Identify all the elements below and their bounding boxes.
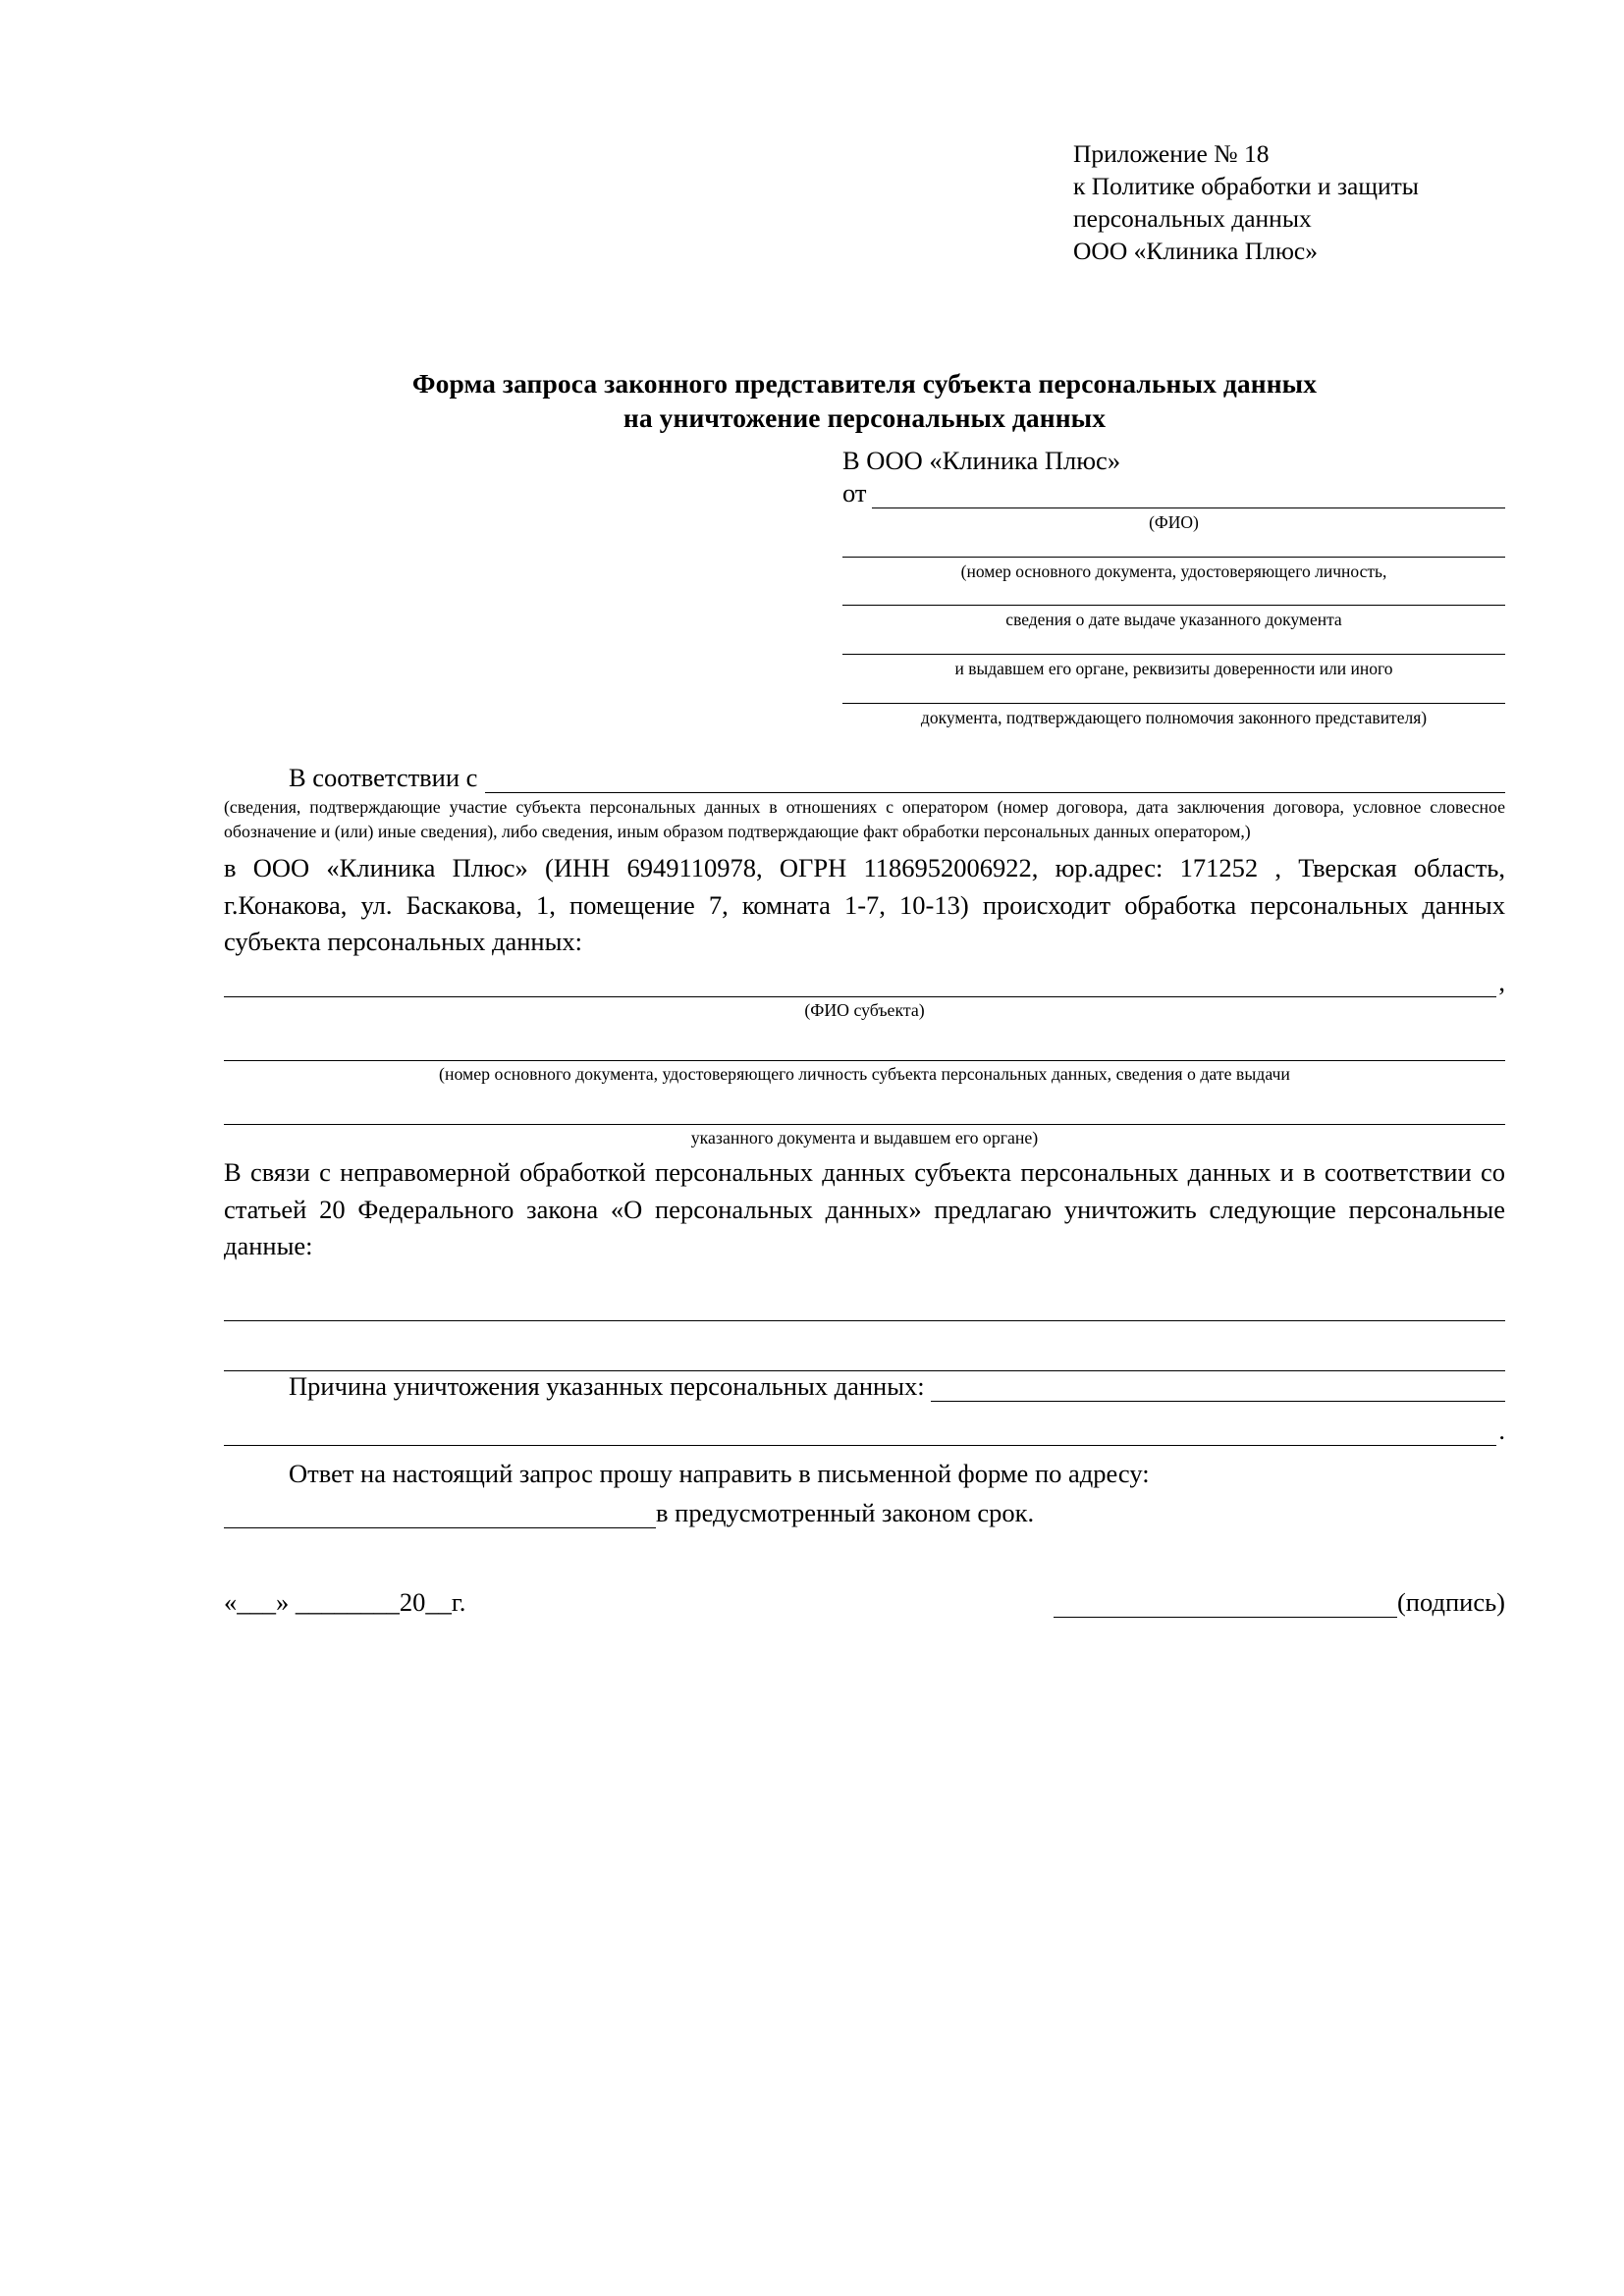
appendix-line-3: персональных данных bbox=[1073, 204, 1312, 234]
appendix-header bbox=[1073, 137, 1505, 268]
subject-fio-comma: , bbox=[1498, 966, 1505, 996]
accordance-caption: (сведения, подтверждающие участие субъекта персональных данных в отношениях с оператором (номер договора, дата заключения договора, условное словесное обозначение и (или) иные сведения), либо сведения, иным образом подтверждающие факт обработки персональных данных оператором,) bbox=[224, 797, 1505, 842]
signature-right bbox=[1054, 1587, 1505, 1618]
data-list-field-2[interactable] bbox=[224, 1341, 1505, 1371]
doc-date-field[interactable] bbox=[842, 605, 1505, 606]
appendix-line-2: к Политике обработки и защиты bbox=[1073, 172, 1419, 201]
subject-fio-field[interactable] bbox=[224, 971, 1496, 997]
subject-fio-row bbox=[224, 967, 1505, 997]
signature-date[interactable]: «___» ________20__г. bbox=[224, 1587, 466, 1618]
doc-number-caption: (номер основного документа, удостоверяющего личность, bbox=[960, 561, 1387, 581]
from-row bbox=[224, 478, 1505, 508]
accordance-field[interactable] bbox=[485, 768, 1505, 793]
subject-doc-field-1[interactable] bbox=[224, 1031, 1505, 1061]
subject-fio-caption: (ФИО субъекта) bbox=[804, 999, 925, 1020]
reason-field[interactable] bbox=[931, 1375, 1505, 1402]
subject-doc-caption-1: (номер основного документа, удостоверяющего личность субъекта персональных данных, сведения о дате выдачи bbox=[439, 1063, 1290, 1084]
reason-label: Причина уничтожения указанных персональных данных: bbox=[289, 1370, 925, 1401]
fio-caption-block bbox=[842, 511, 1505, 535]
subject-doc-caption-2: указанного документа и выдавшем его органе) bbox=[690, 1127, 1039, 1148]
accordance-label: В соответствии с bbox=[289, 763, 478, 793]
signature-field[interactable] bbox=[1054, 1591, 1397, 1618]
operator-paragraph: в ООО «Клиника Плюс» (ИНН 6949110978, ОГРН 1186952006922, юр.адрес: 171252 , Тверская область, г.Конакова, ул. Баскакова, 1, помещение 7, комната 1-7, 10-13) происходит обработка персональных данных субъекта персональных данных: bbox=[224, 853, 1505, 957]
answer-address-field[interactable] bbox=[224, 1502, 656, 1528]
doc-date-caption: сведения о дате выдаче указанного документа bbox=[1005, 610, 1342, 630]
page-title-line-2: на уничтожение персональных данных bbox=[623, 402, 1107, 434]
reason-period: . bbox=[1498, 1415, 1505, 1445]
appendix-line-1: Приложение № 18 bbox=[1073, 139, 1270, 168]
addressee-line: В ООО «Клиника Плюс» bbox=[842, 446, 1121, 476]
answer-address-tail: в предусмотренный законом срок. bbox=[656, 1498, 1035, 1528]
answer-address-row bbox=[224, 1498, 1505, 1528]
reason-field-continuation[interactable] bbox=[224, 1419, 1496, 1446]
accordance-row bbox=[224, 763, 1505, 793]
doc-issuer-block bbox=[842, 654, 1505, 681]
doc-issuer-field[interactable] bbox=[842, 654, 1505, 655]
page-title bbox=[224, 366, 1505, 437]
doc-number-block bbox=[842, 557, 1505, 584]
request-paragraph: В связи с неправомерной обработкой персональных данных субъекта персональных данных и в соответствии со статьей 20 Федерального закона «О персональных данных» предлагаю уничтожить следующие персональные данные: bbox=[224, 1156, 1505, 1261]
doc-date-block bbox=[842, 605, 1505, 632]
from-fill-field[interactable] bbox=[872, 483, 1505, 508]
doc-authority-block bbox=[842, 703, 1505, 730]
from-label: от bbox=[842, 478, 867, 508]
doc-number-field[interactable] bbox=[842, 557, 1505, 558]
data-list-field-1[interactable] bbox=[224, 1291, 1505, 1321]
doc-authority-field[interactable] bbox=[842, 703, 1505, 704]
reason-row bbox=[224, 1371, 1505, 1402]
document-body bbox=[224, 137, 1505, 1618]
subject-doc-field-2[interactable] bbox=[224, 1095, 1505, 1125]
fio-caption: (ФИО) bbox=[1149, 512, 1199, 533]
reason-continuation-row bbox=[224, 1415, 1505, 1446]
signature-row bbox=[224, 1587, 1505, 1618]
page-title-line-1: Форма запроса законного представителя субъекта персональных данных bbox=[411, 367, 1318, 399]
doc-authority-caption: документа, подтверждающего полномочия законного представителя) bbox=[920, 707, 1428, 727]
appendix-line-4: ООО «Клиника Плюс» bbox=[1073, 237, 1318, 266]
answer-paragraph: Ответ на настоящий запрос прошу направить в письменной форме по адресу: bbox=[289, 1458, 1150, 1488]
doc-issuer-caption: и выдавшем его органе, реквизиты доверенности или иного bbox=[954, 658, 1393, 678]
signature-label: (подпись) bbox=[1396, 1587, 1505, 1618]
